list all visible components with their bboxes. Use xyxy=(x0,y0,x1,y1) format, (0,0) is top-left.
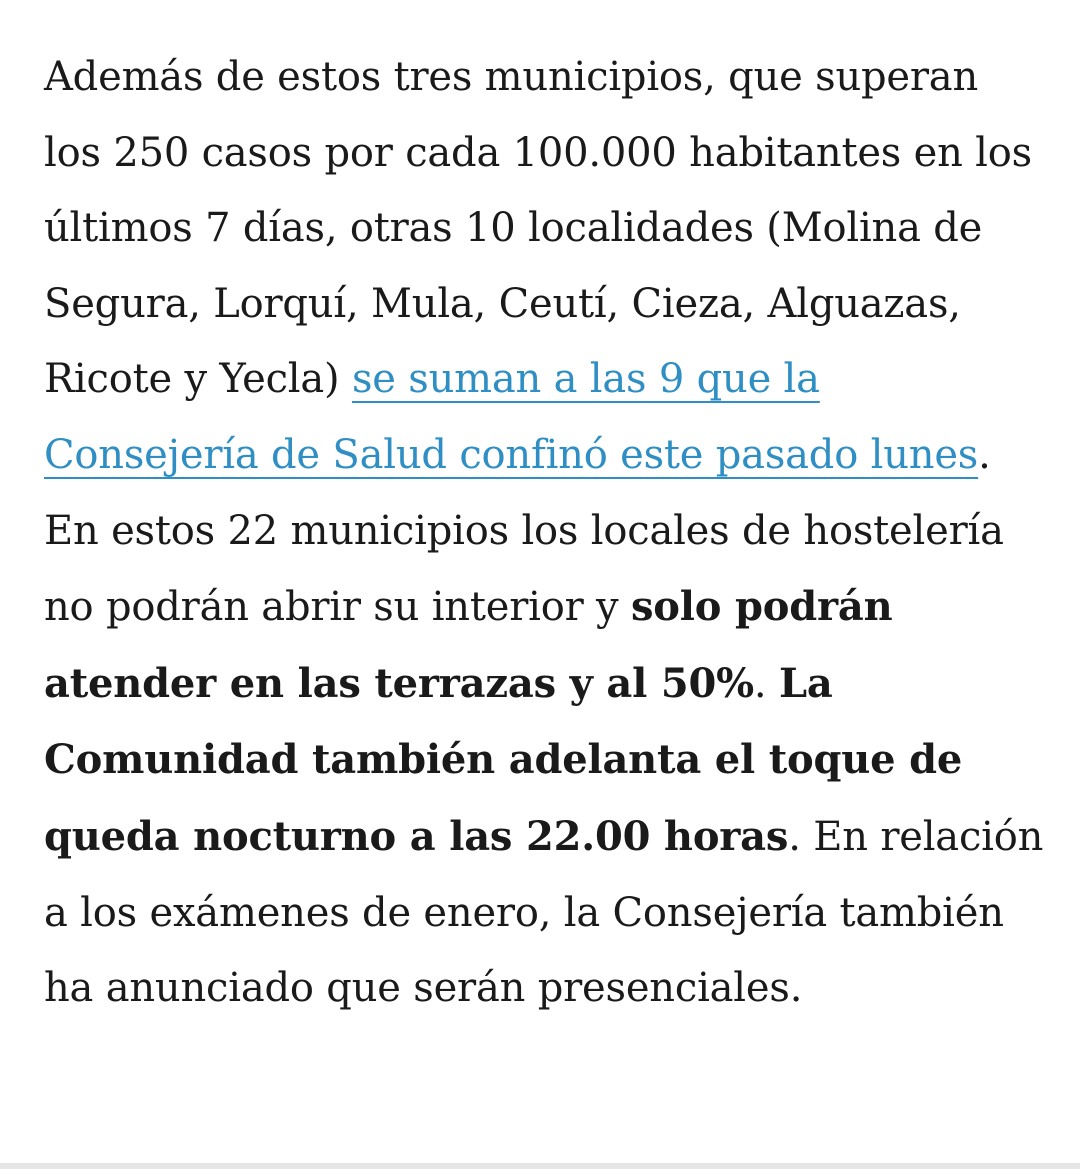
article-paragraph xyxy=(44,40,1044,1027)
paragraph-hostelry-text: . En estos 22 municipios los locales de hostelería no podrán abrir su interior y xyxy=(44,431,1004,631)
bottom-divider xyxy=(0,1163,1080,1169)
paragraph-separator-text: . xyxy=(753,660,779,707)
terraces-bold-text: solo podrán atender en las terrazas y al 50% xyxy=(44,583,893,707)
confinement-news-link[interactable]: se suman a las 9 que la Consejería de Salud confinó este pasado lunes xyxy=(44,356,979,478)
article-body xyxy=(44,40,1044,1027)
paragraph-exams-text: . En relación a los exámenes de enero, la Consejería también ha anunciado que serán presenciales. xyxy=(44,813,1044,1012)
curfew-bold-text: La Comunidad también adelanta el toque de queda nocturno a las 22.00 horas xyxy=(44,659,963,860)
paragraph-intro-text: Además de estos tres municipios, que superan los 250 casos por cada 100.000 habitantes en los últimos 7 días, otras 10 localidades (Molina de Segura, Lorquí, Mula, Ceutí, Cieza, Alguazas, Ricote y Yecla) xyxy=(44,54,1032,403)
